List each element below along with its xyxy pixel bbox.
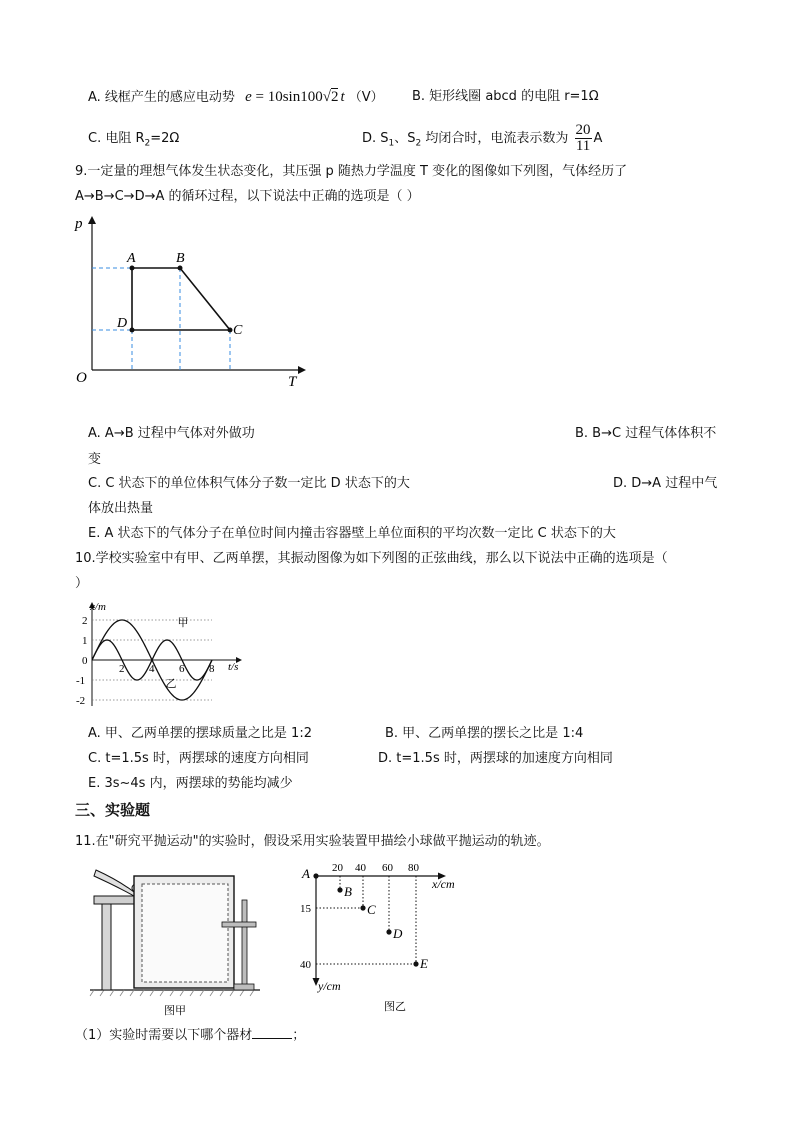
series-label-jia: 甲 — [177, 617, 189, 629]
q11-sub1-text: （1）实验时需要以下哪个器材 — [75, 1028, 253, 1043]
x-tick-40: 40 — [355, 862, 366, 874]
q8-option-a — [88, 88, 384, 107]
q10-option-a: A. 甲、乙两单摆的摆球质量之比是 1:2 — [88, 726, 312, 741]
q10-option-d: D. t=1.5s 时，两摆球的加速度方向相同 — [378, 751, 613, 766]
q8-option-a-unit: （V） — [348, 90, 384, 105]
chart-x-tick-label: 6 — [179, 663, 185, 675]
q8-option-d — [362, 123, 602, 159]
q9-option-a: A. A→B 过程中气体对外做功 — [88, 426, 255, 441]
q9-option-d-line1: D. D→A 过程中气 — [613, 476, 718, 491]
q8-emf-formula — [245, 89, 345, 105]
point-a-label: A — [127, 251, 136, 266]
q9-option-b-line2: 变 — [88, 452, 102, 467]
sqrt-content: 2 — [330, 89, 339, 105]
q9-stem-line2: A→B→C→D→A 的循环过程，以下说法中正确的选项是（ ） — [75, 189, 420, 204]
q8-option-a-label: A. 线框产生的感应电动势 — [88, 90, 235, 105]
point-b-label: B — [176, 251, 185, 266]
chart-x-tick-label: 2 — [119, 663, 125, 675]
traj-point-b-label: B — [344, 884, 352, 899]
y-axis-label: y/cm — [318, 979, 341, 993]
pt-graph — [70, 210, 310, 390]
q11-sub1-end: ； — [292, 1028, 306, 1043]
point-c-dot — [228, 328, 233, 333]
chart-x-tick-label: 8 — [209, 663, 215, 675]
q8-option-c-post: =2Ω — [150, 131, 180, 146]
q11-sub1 — [75, 1025, 305, 1045]
formula-e: e — [245, 89, 252, 105]
point-d-dot — [130, 328, 135, 333]
formula-t: t — [340, 89, 345, 105]
answer-blank[interactable] — [252, 1025, 292, 1039]
q8-option-d-sub1: 1 — [388, 138, 395, 149]
q9-option-e: E. A 状态下的气体分子在单位时间内撞击容器壁上单位面积的平均次数一定比 C 状态下的大 — [88, 526, 616, 541]
cycle-path — [132, 268, 230, 330]
traj-point-a-label: A — [302, 866, 310, 881]
fraction-denominator: 11 — [575, 138, 591, 154]
q8-option-d-sub2: 2 — [415, 138, 422, 149]
q8-option-d-post: 均闭合时，电流表示数为 — [421, 131, 569, 146]
q8-option-c-sub: 2 — [144, 138, 151, 149]
q10-stem-line2: ） — [75, 576, 89, 591]
point-c-label: C — [233, 323, 243, 338]
y-tick-40: 40 — [300, 959, 311, 971]
p-axis-label: p — [75, 216, 83, 232]
series-label-yi: 乙 — [165, 678, 177, 690]
chart-y-tick-label: -1 — [76, 675, 86, 687]
q8-option-c-pre: C. 电阻 R — [88, 131, 145, 146]
x-tick-20: 20 — [332, 862, 343, 874]
q9-option-c: C. C 状态下的单位体积气体分子数一定比 D 状态下的大 — [88, 476, 410, 491]
apparatus-figure — [88, 860, 263, 1020]
q8-option-d-mid: 、S — [394, 131, 416, 146]
chart-x-tick-label: 4 — [149, 663, 155, 675]
q9-option-d-line2: 体放出热量 — [88, 501, 154, 516]
q8-option-b: B. 矩形线圈 abcd 的电阻 r=1Ω — [412, 89, 599, 104]
formula-body: = 10sin100 — [251, 89, 323, 105]
q10-option-c: C. t=1.5s 时，两摆球的速度方向相同 — [88, 751, 309, 766]
q10-option-e: E. 3s~4s 内，两摆球的势能均减少 — [88, 776, 293, 791]
traj-point-d-label: D — [393, 926, 403, 941]
chart-y-axis-label: x/m — [90, 601, 106, 613]
chart-y-tick-label: 2 — [82, 615, 88, 627]
point-d-label: D — [117, 316, 128, 331]
q8-option-c — [88, 130, 179, 153]
point-a-dot — [130, 266, 135, 271]
dashed-guides — [92, 268, 230, 370]
origin-label: O — [76, 370, 87, 386]
figure-b-caption: 图乙 — [384, 1001, 406, 1013]
current-fraction — [575, 123, 592, 154]
traj-point-c-label: C — [367, 902, 376, 917]
q9-option-b-line1: B. B→C 过程气体体积不 — [575, 426, 717, 441]
fraction-numerator: 20 — [575, 122, 591, 138]
x-tick-80: 80 — [408, 862, 419, 874]
section-title: 三、实验题 — [75, 801, 151, 819]
t-axis-arrow — [298, 366, 306, 374]
q8-option-d-pre: D. S — [362, 131, 389, 146]
vibration-chart — [72, 598, 252, 716]
chart-y-tick-label: 0 — [82, 655, 88, 667]
q10-stem-line1: 10.学校实验室中有甲、乙两单摆，其振动图像为如下列图的正弦曲线，那么以下说法中正确的选项是（ — [75, 551, 668, 566]
sqrt-sign: √ — [322, 89, 331, 105]
q8-option-d-unit: A — [593, 131, 603, 146]
y-tick-15: 15 — [300, 903, 311, 915]
p-axis-arrow — [88, 216, 96, 224]
chart-y-tick-label: -2 — [76, 695, 86, 707]
point-b-dot — [178, 266, 183, 271]
x-tick-60: 60 — [382, 862, 393, 874]
figure-a-caption: 图甲 — [164, 1005, 186, 1017]
trajectory-figure — [296, 858, 466, 1020]
q10-option-b: B. 甲、乙两单摆的摆长之比是 1:4 — [385, 726, 584, 741]
q11-stem: 11.在"研究平抛运动"的实验时，假设采用实验装置甲描绘小球做平抛运动的轨迹。 — [75, 834, 550, 849]
t-axis-label: T — [288, 374, 297, 390]
q9-stem-line1: 9.一定量的理想气体发生状态变化，其压强 p 随热力学温度 T 变化的图像如下列图，气体经历了 — [75, 164, 628, 179]
traj-point-e-label: E — [420, 956, 428, 971]
chart-x-axis-label: t/s — [228, 661, 239, 673]
x-axis-label: x/cm — [432, 877, 455, 891]
chart-y-tick-label: 1 — [82, 635, 88, 647]
